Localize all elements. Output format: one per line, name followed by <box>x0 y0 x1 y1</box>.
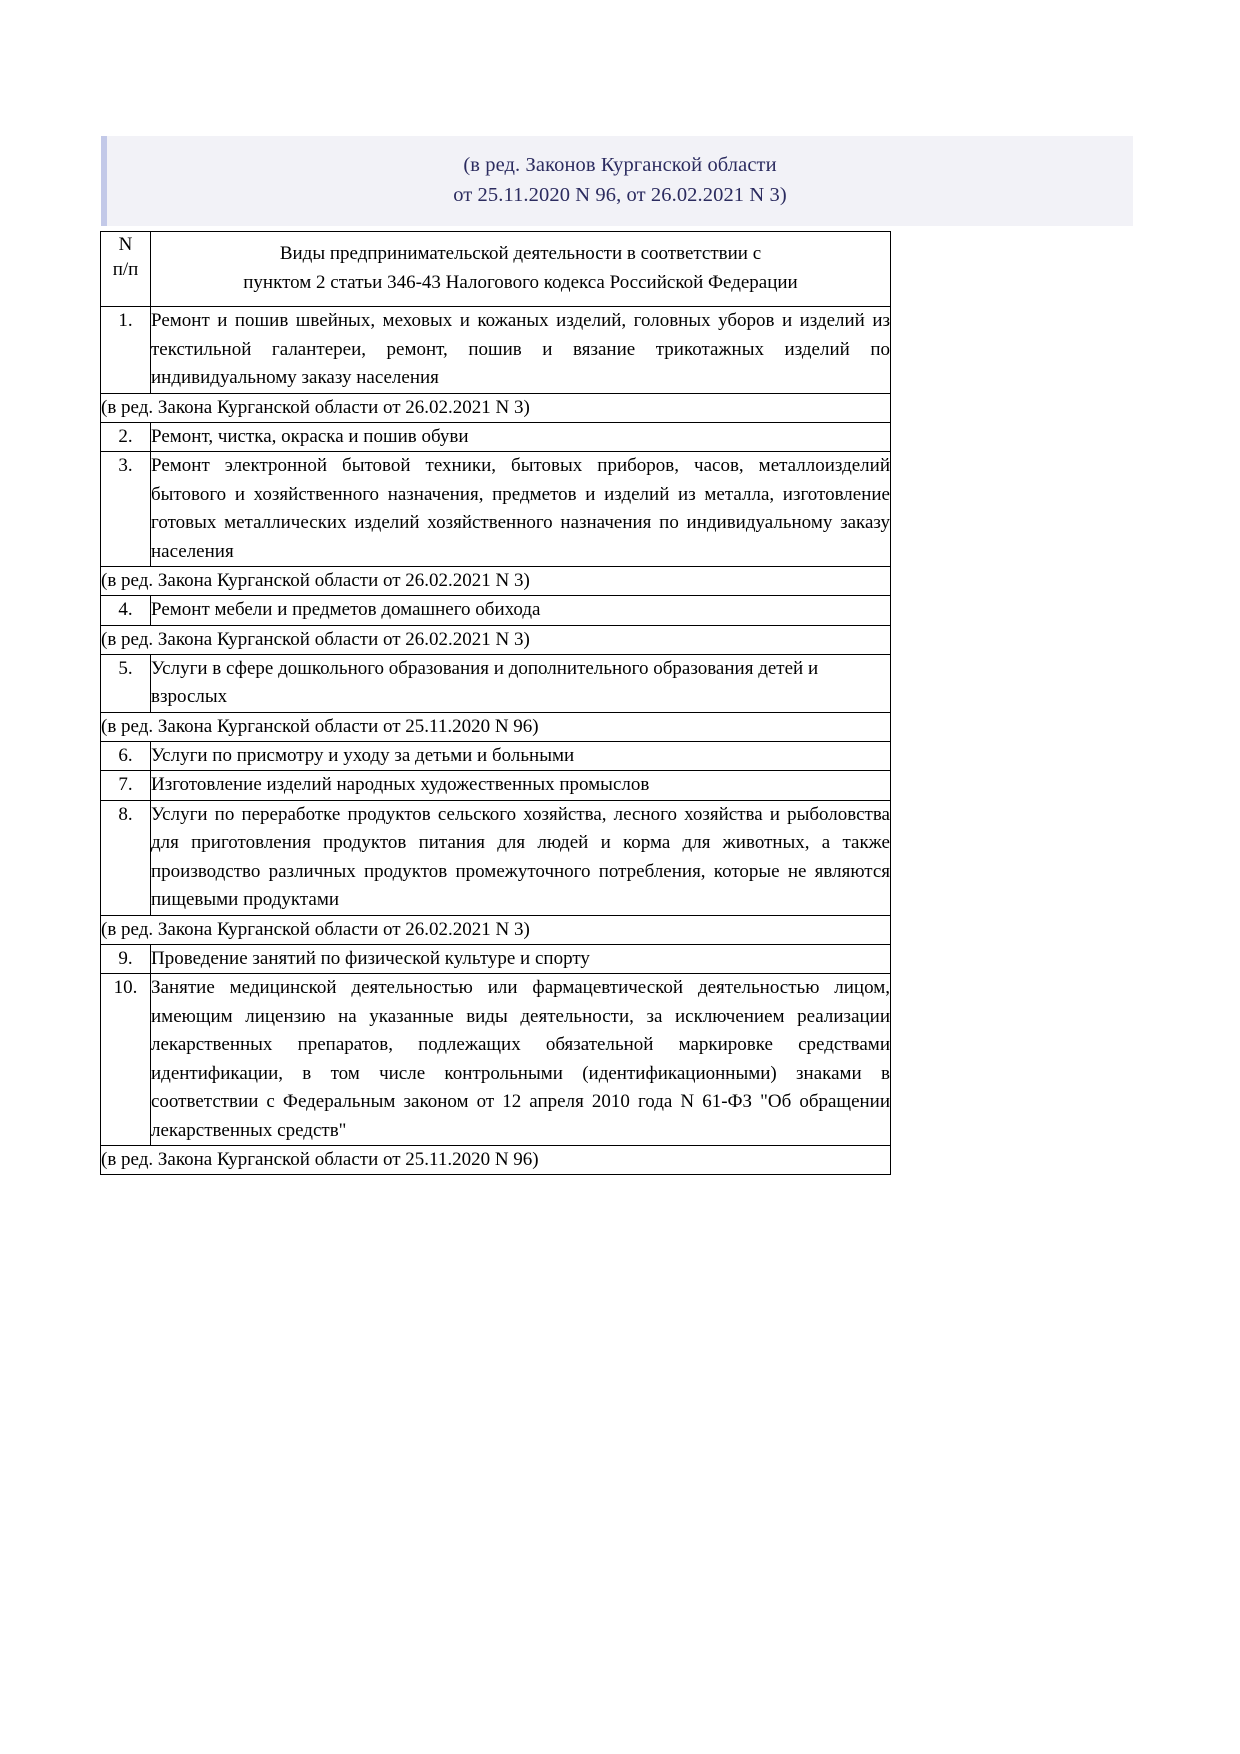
row-number: 7. <box>101 771 151 801</box>
table-row <box>101 654 891 712</box>
row-activity-description: Занятие медицинской деятельностью или фармацевтической деятельностью лицом, имеющим лицензию на указанные виды деятельности, за исключением реализации лекарственных препаратов, подлежащих обязательной маркировке средствами идентификации, в том числе контрольными (идентификационными) знаками в соответствии с Федеральным законом от 12 апреля 2010 года N 61-ФЗ "Об обращении лекарственных средств" <box>151 974 891 1146</box>
row-number: 9. <box>101 944 151 974</box>
table-note-row <box>101 915 891 944</box>
row-activity-description: Ремонт мебели и предметов домашнего обихода <box>151 596 891 626</box>
row-number: 8. <box>101 800 151 915</box>
amendment-banner-line-1: (в ред. Законов Курганской области <box>463 154 777 176</box>
row-number: 10. <box>101 974 151 1146</box>
table-row <box>101 974 891 1146</box>
row-number: 1. <box>101 307 151 394</box>
row-activity-description: Услуги по присмотру и уходу за детьми и больными <box>151 741 891 771</box>
table-row <box>101 307 891 394</box>
amendment-note: (в ред. Закона Курганской области от 26.02.2021 N 3) <box>101 915 891 944</box>
row-number: 6. <box>101 741 151 771</box>
row-number: 3. <box>101 452 151 567</box>
table-note-row <box>101 712 891 741</box>
table-note-row <box>101 393 891 422</box>
header-description-line-2: пунктом 2 статьи 346-43 Налогового кодекса Российской Федерации <box>243 271 798 293</box>
amendment-banner <box>101 136 1133 226</box>
amendment-note: (в ред. Закона Курганской области от 26.02.2021 N 3) <box>101 625 891 654</box>
table-header-row <box>101 232 891 307</box>
header-cell-description <box>151 232 891 307</box>
header-cell-number <box>101 232 151 307</box>
amendment-note: (в ред. Закона Курганской области от 25.11.2020 N 96) <box>101 712 891 741</box>
row-number: 4. <box>101 596 151 626</box>
table-row <box>101 741 891 771</box>
header-number-line-1: N <box>118 234 133 255</box>
row-activity-description: Проведение занятий по физической культуре и спорту <box>151 944 891 974</box>
activities-table-wrapper <box>100 231 890 1175</box>
table-row <box>101 944 891 974</box>
table-note-row <box>101 567 891 596</box>
amendment-note: (в ред. Закона Курганской области от 25.11.2020 N 96) <box>101 1146 891 1175</box>
row-number: 2. <box>101 422 151 452</box>
table-row <box>101 422 891 452</box>
row-activity-description: Услуги в сфере дошкольного образования и дополнительного образования детей и взрослых <box>151 654 891 712</box>
activities-table <box>100 231 891 1175</box>
amendment-banner-line-2: от 25.11.2020 N 96, от 26.02.2021 N 3) <box>453 184 787 206</box>
activities-table-body <box>101 232 891 1175</box>
table-row <box>101 452 891 567</box>
table-note-row <box>101 1146 891 1175</box>
row-activity-description: Ремонт электронной бытовой техники, бытовых приборов, часов, металлоизделий бытового и хозяйственного назначения, предметов и изделий из металла, изготовление готовых металлических изделий хозяйственного назначения по индивидуальному заказу населения <box>151 452 891 567</box>
row-activity-description: Услуги по переработке продуктов сельского хозяйства, лесного хозяйства и рыболовства для приготовления продуктов питания для людей и корма для животных, а также производство различных продуктов промежуточного потребления, которые не являются пищевыми продуктами <box>151 800 891 915</box>
header-number-line-2: п/п <box>112 259 139 280</box>
table-note-row <box>101 625 891 654</box>
row-activity-description: Ремонт, чистка, окраска и пошив обуви <box>151 422 891 452</box>
row-activity-description: Ремонт и пошив швейных, меховых и кожаных изделий, головных уборов и изделий из текстильной галантереи, ремонт, пошив и вязание трикотажных изделий по индивидуальному заказу населения <box>151 307 891 394</box>
amendment-note: (в ред. Закона Курганской области от 26.02.2021 N 3) <box>101 567 891 596</box>
table-row <box>101 771 891 801</box>
amendment-note: (в ред. Закона Курганской области от 26.02.2021 N 3) <box>101 393 891 422</box>
table-row <box>101 800 891 915</box>
row-number: 5. <box>101 654 151 712</box>
row-activity-description: Изготовление изделий народных художественных промыслов <box>151 771 891 801</box>
header-description-line-1: Виды предпринимательской деятельности в соответствии с <box>279 243 762 264</box>
table-row <box>101 596 891 626</box>
